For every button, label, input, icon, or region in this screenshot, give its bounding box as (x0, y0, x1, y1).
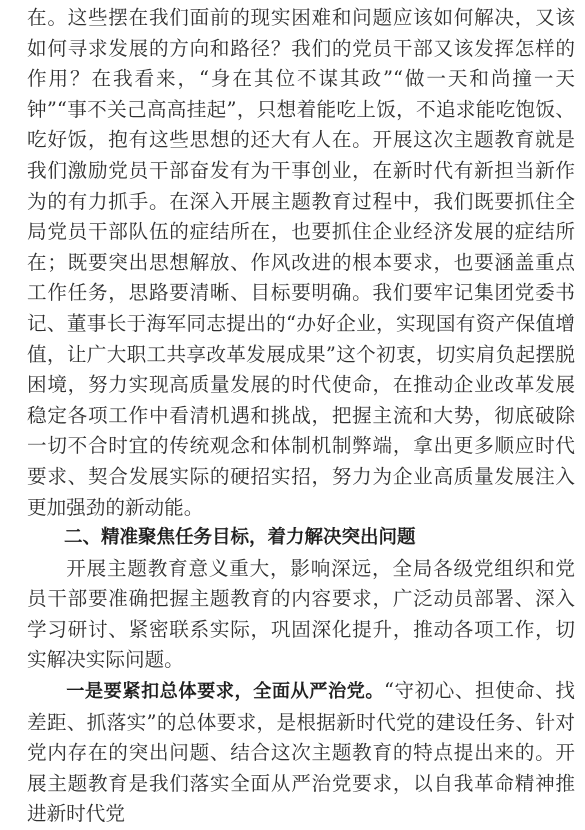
body-paragraph-1: 在。这些摆在我们面前的现实困难和问题应该如何解决，又该如何寻求发展的方向和路径？我们的党员干部又该发挥怎样的作用？在我看来，“身在其位不谋其政”“做一天和尚撞一天钟”“事不关己高高挂起”，只想着能吃上饭，不追求能吃饱饭、吃好饭，抱有这些思想的还大有人在。开展这次主题教育就是我们激励党员干部奋发有为干事创业，在新时代有新担当新作为的有力抓手。在深入开展主题教育过程中，我们既要抓住全局党员干部队伍的症结所在，也要抓住企业经济发展的症结所在；既要突出思想解放、作风改进的根本要求，也要涵盖重点工作任务，思路要清晰、目标要明确。我们要牢记集团党委书记、董事长于海军同志提出的“办好企业，实现国有资产保值增值，让广大职工共享改革发展成果”这个初衷，切实肩负起摆脱困境，努力实现高质量发展的时代使命，在推动企业改革发展稳定各项工作中看清机遇和挑战，把握主流和大势，彻底破除一切不合时宜的传统观念和体制机制弊端，拿出更多顺应时代要求、契合发展实际的硬招实招，努力为企业高质量发展注入更加强劲的新动能。 (27, 6, 575, 519)
paragraph-body-text: “守初心、担使命、找差距、抓落实”的总体要求，是根据新时代党的建设任务、针对党内存在的突出问题、结合这次主题教育的特点提出来的。开展主题教育是我们落实全面从严治党要求，以自我革命精神推进新时代党 (27, 679, 575, 826)
paragraph-lead-sentence: 一是要紧扣总体要求，全面从严治党。 (66, 681, 385, 703)
body-paragraph-3 (27, 676, 575, 830)
section-heading-2: 二、精准聚焦任务目标，着力解决突出问题 (64, 527, 416, 549)
body-paragraph-2: 开展主题教育意义重大，影响深远，全局各级党组织和党员干部要准确把握主题教育的内容要求，广泛动员部署、深入学习研讨、紧密联系实际，巩固深化提升，推动各项工作，切实解决实际问题。 (27, 556, 575, 672)
